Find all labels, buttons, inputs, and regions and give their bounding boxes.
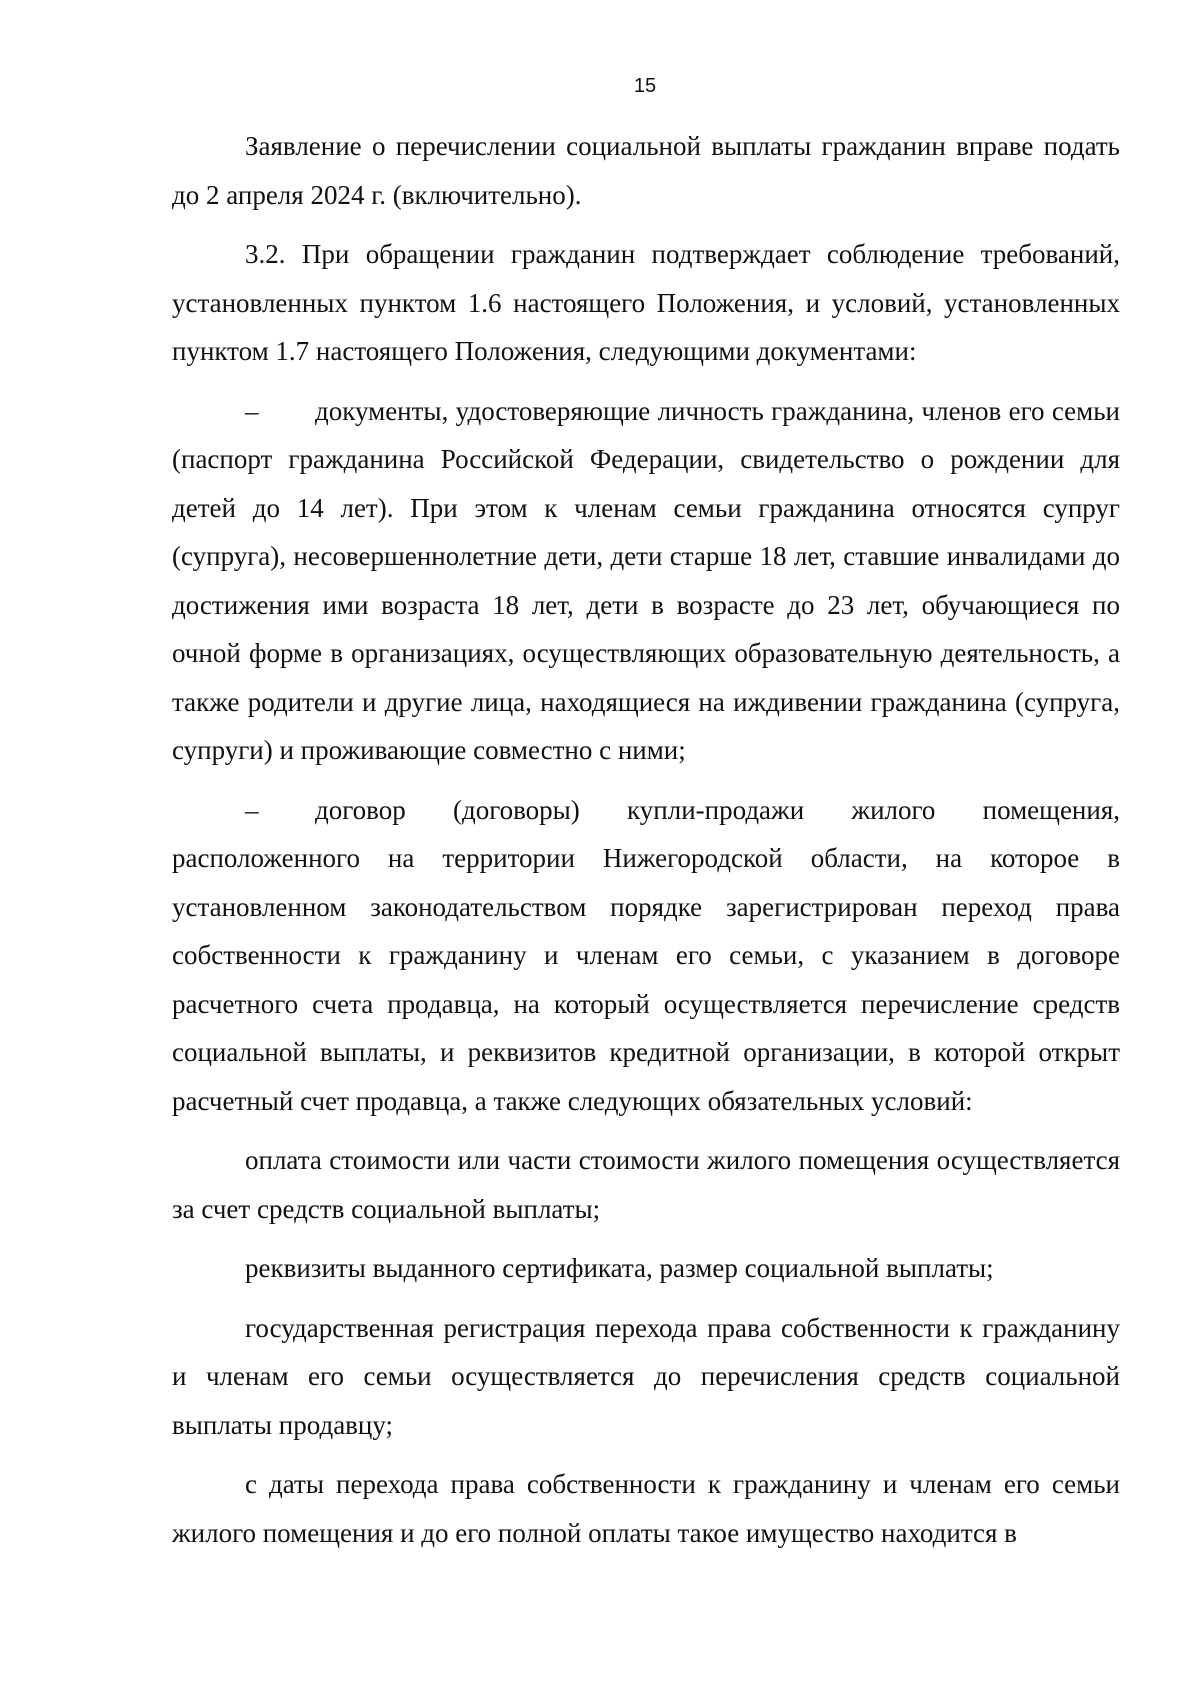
dash-marker: – [245, 395, 259, 426]
paragraph-text: с даты перехода права собственности к гражданину и членам его семьи жилого помещения и до его полной оплаты такое имущество находится в [172, 1469, 1120, 1548]
condition-state-registration [172, 1304, 1120, 1450]
paragraph-text: 3.2. При обращении гражданин подтверждает соблюдение требований, установленных пунктом 1.6 настоящего Положения, и условий, установленных пунктом 1.7 настоящего Положения, следующими документами: [172, 239, 1120, 366]
dash-marker: – [245, 794, 259, 825]
paragraph-text: документы, удостоверяющие личность гражданина, членов его семьи (паспорт гражданина Российской Федерации, свидетельство о рождении для детей до 14 лет). При этом к членам семьи гражданина относятся супруг (супруга), несовершеннолетние дети, дети старше 18 лет, ставшие инвалидами до достижения ими возраста 18 лет, дети в возрасте до 23 лет, обучающиеся по очной форме в организациях, осуществляющих образовательную деятельность, а также родители и другие лица, находящиеся на иждивении гражданина (супруга, супруги) и проживающие совместно с ними; [172, 395, 1120, 765]
list-item-identity-documents [172, 387, 1120, 775]
paragraph-text: договор (договоры) купли-продажи жилого помещения, расположенного на территории Нижегородской области, на которое в установленном законодательством порядке зарегистрирован переход права собственности к гражданину и членам его семьи, с указанием в договоре расчетного счета продавца, на который осуществляется перечисление средств социальной выплаты, и реквизитов кредитной организации, в которой открыт расчетный счет продавца, а также следующих обязательных условий: [172, 794, 1120, 1116]
list-item-purchase-agreement [172, 786, 1120, 1126]
paragraph-text: оплата стоимости или части стоимости жилого помещения осуществляется за счет средств социальной выплаты; [172, 1145, 1120, 1224]
condition-ownership-transfer [172, 1460, 1120, 1557]
paragraph-text: Заявление о перечислении социальной выплаты гражданин вправе подать до 2 апреля 2024 г. (включительно). [172, 131, 1120, 210]
page-number: 15 [633, 75, 657, 97]
condition-certificate-details [172, 1244, 1120, 1293]
document-body [172, 122, 1120, 1568]
paragraph-statement-deadline [172, 122, 1120, 219]
paragraph-text: государственная регистрация перехода права собственности к гражданину и членам его семьи осуществляется до перечисления средств социальной выплаты продавцу; [172, 1312, 1120, 1440]
paragraph-text: реквизиты выданного сертификата, размер социальной выплаты; [245, 1253, 994, 1283]
paragraph-3-2 [172, 230, 1120, 376]
condition-payment [172, 1136, 1120, 1233]
